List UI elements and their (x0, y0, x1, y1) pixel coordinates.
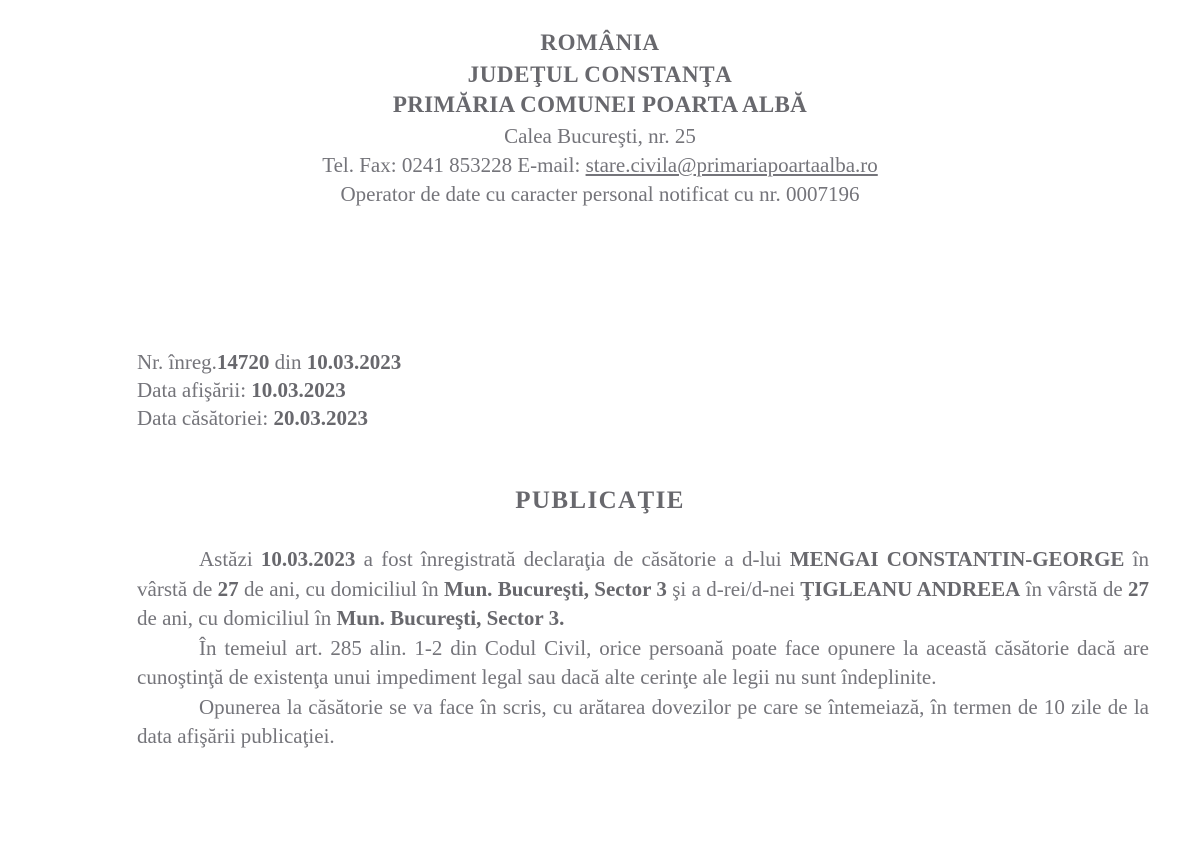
meta-registration-number: 14720 (216, 350, 270, 374)
paragraph-declaration (137, 545, 1149, 634)
header-phone-fax: Tel. Fax: 0241 853228 E-mail: (322, 153, 586, 177)
meta-posting-label: Data afişării: (137, 378, 252, 402)
meta-posting-row (137, 376, 401, 404)
bride-age: 27 (1128, 576, 1149, 601)
groom-name: MENGAI CONSTANTIN-GEORGE (789, 547, 1125, 571)
meta-marriage-date: 20.03.2023 (273, 406, 368, 430)
groom-age: 27 (217, 576, 239, 601)
meta-marriage-label: Data căsătoriei: (137, 406, 274, 430)
publication-title: PUBLICAŢIE (515, 487, 685, 514)
bride-domicile: Mun. Bucureşti, Sector 3. (336, 606, 565, 630)
publication-body (137, 545, 1149, 752)
meta-registration-row (137, 348, 401, 376)
para1-lead: Astăzi (199, 547, 261, 571)
bride-age-suffix: de ani, cu domiciliul în (137, 606, 337, 630)
meta-posting-date: 10.03.2023 (251, 378, 346, 402)
header-institution: PRIMĂRIA COMUNEI POARTA ALBĂ (392, 92, 808, 117)
header-operator-notice: Operator de date cu caracter personal notificat cu nr. 0007196 (340, 182, 860, 206)
groom-age-prefix: în vârstă de (137, 547, 1149, 601)
para1-after-date: a fost înregistrată declaraţia de căsătorie a d-lui (355, 547, 790, 571)
document-header (0, 28, 1200, 209)
bride-name: ŢIGLEANU ANDREEA (800, 576, 1021, 601)
paragraph-legal-basis: În temeiul art. 285 alin. 1-2 din Codul Civil, orice persoană poate face opunere la această căsătorie dacă are cunoştinţă de existenţa unui impediment legal sau dacă alte cerinţe ale legii nu sunt îndeplinite. (137, 635, 1149, 689)
header-country: ROMÂNIA (540, 30, 660, 55)
paragraph-opposition-procedure: Opunerea la căsătorie se va face în scris, cu arătarea dovezilor pe care se întemeiază, în termen de 10 zile de la data afişării publicaţiei. (137, 694, 1149, 748)
header-county: JUDEŢUL CONSTANŢA (467, 62, 733, 87)
registration-meta (137, 348, 401, 432)
meta-registration-date: 10.03.2023 (306, 350, 402, 374)
meta-marriage-row (137, 404, 401, 432)
bride-age-prefix: în vârstă de (1020, 576, 1128, 601)
header-address: Calea Bucureşti, nr. 25 (504, 124, 696, 148)
header-email-link[interactable]: stare.civila@primariapoartaalba.ro (585, 153, 878, 177)
para1-conjunction: şi a d-rei/d-nei (666, 576, 801, 601)
header-contact-line (0, 151, 1200, 180)
para1-date: 10.03.2023 (260, 547, 356, 571)
groom-domicile: Mun. Bucureşti, Sector 3 (443, 576, 667, 601)
groom-age-suffix: de ani, cu domiciliul în (238, 576, 444, 601)
meta-registration-din: din (269, 350, 307, 374)
meta-registration-label: Nr. înreg. (137, 350, 217, 374)
